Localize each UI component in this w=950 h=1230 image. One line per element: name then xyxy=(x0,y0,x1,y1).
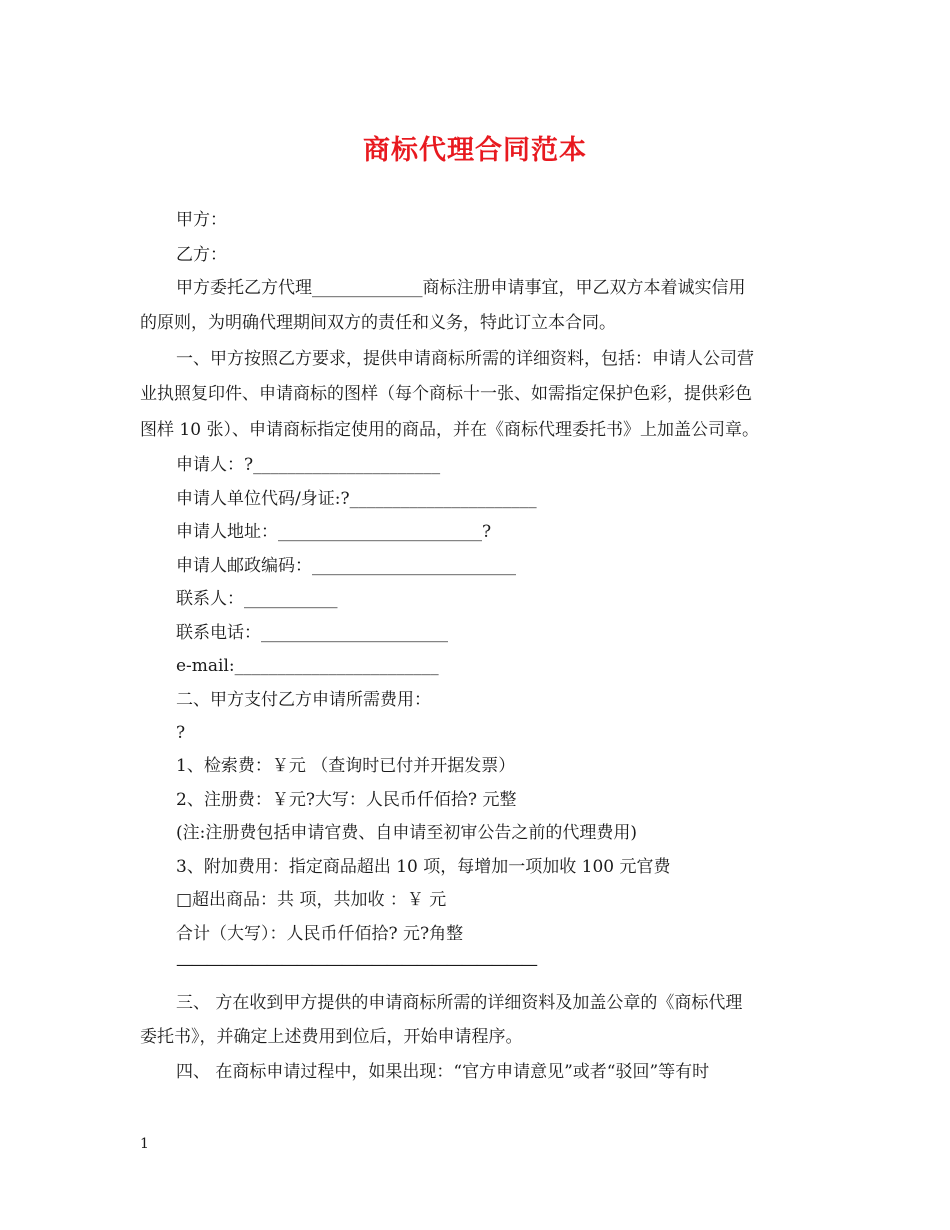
divider-line: ———————————————————————— xyxy=(176,955,536,975)
clause-1-line: 图样 10 张）、申请商标指定使用的商品，并在《商标代理委托书》上加盖公司章。 xyxy=(140,420,759,440)
contact-phone-field: 联系电话：______________________ xyxy=(176,623,448,643)
document-title: 商标代理合同范本 xyxy=(363,135,587,166)
paragraph-line: 的原则，为明确代理期间双方的责任和义务，特此订立本合同。 xyxy=(140,313,616,333)
placeholder-line: ? xyxy=(176,723,186,743)
party-a-line: 甲方： xyxy=(176,210,227,230)
clause-3-line: 三、 方在收到甲方提供的申请商标所需的详细资料及加盖公章的《商标代理 xyxy=(176,993,743,1013)
extra-goods-line: □超出商品：共 项，共加收 ：￥ 元 xyxy=(176,890,447,910)
applicant-code-field: 申请人单位代码/身证:?______________________ xyxy=(176,489,537,509)
email-field: e-mail:________________________ xyxy=(176,656,439,676)
party-b-line: 乙方： xyxy=(176,245,227,265)
clause-1-line: 业执照复印件、申请商标的图样（每个商标十一张、如需指定保护色彩，提供彩色 xyxy=(140,384,752,404)
clause-4-line: 四、 在商标申请过程中，如果出现：“官方申请意见”或者“驳回”等有时 xyxy=(176,1062,710,1082)
contact-person-field: 联系人：___________ xyxy=(176,589,338,609)
postal-code-field: 申请人邮政编码：________________________ xyxy=(176,556,516,576)
additional-fee-line: 3、附加费用：指定商品超出 10 项，每增加一项加收 100 元官费 xyxy=(176,857,671,877)
clause-2-heading: 二、甲方支付乙方申请所需费用： xyxy=(176,690,431,710)
search-fee-line: 1、检索费：￥元 （查询时已付并开据发票） xyxy=(176,756,516,776)
clause-3-line: 委托书》，并确定上述费用到位后，开始申请程序。 xyxy=(140,1027,523,1047)
clause-1-line: 一、甲方按照乙方要求，提供申请商标所需的详细资料，包括：申请人公司营 xyxy=(176,349,754,369)
page-number: 1 xyxy=(140,1136,149,1152)
registration-fee-line: 2、注册费：￥元?大写：人民币仟佰拾? 元整 xyxy=(176,790,517,810)
applicant-address-field: 申请人地址：________________________? xyxy=(176,522,492,542)
total-line: 合计（大写）：人民币仟佰拾? 元?角整 xyxy=(176,924,464,944)
paragraph-line: 甲方委托乙方代理_____________商标注册申请事宜，甲乙双方本着诚实信用 xyxy=(176,278,746,298)
applicant-field: 申请人：?______________________ xyxy=(176,455,441,475)
fee-note-line: (注:注册费包括申请官费、自申请至初审公告之前的代理费用) xyxy=(176,823,637,843)
